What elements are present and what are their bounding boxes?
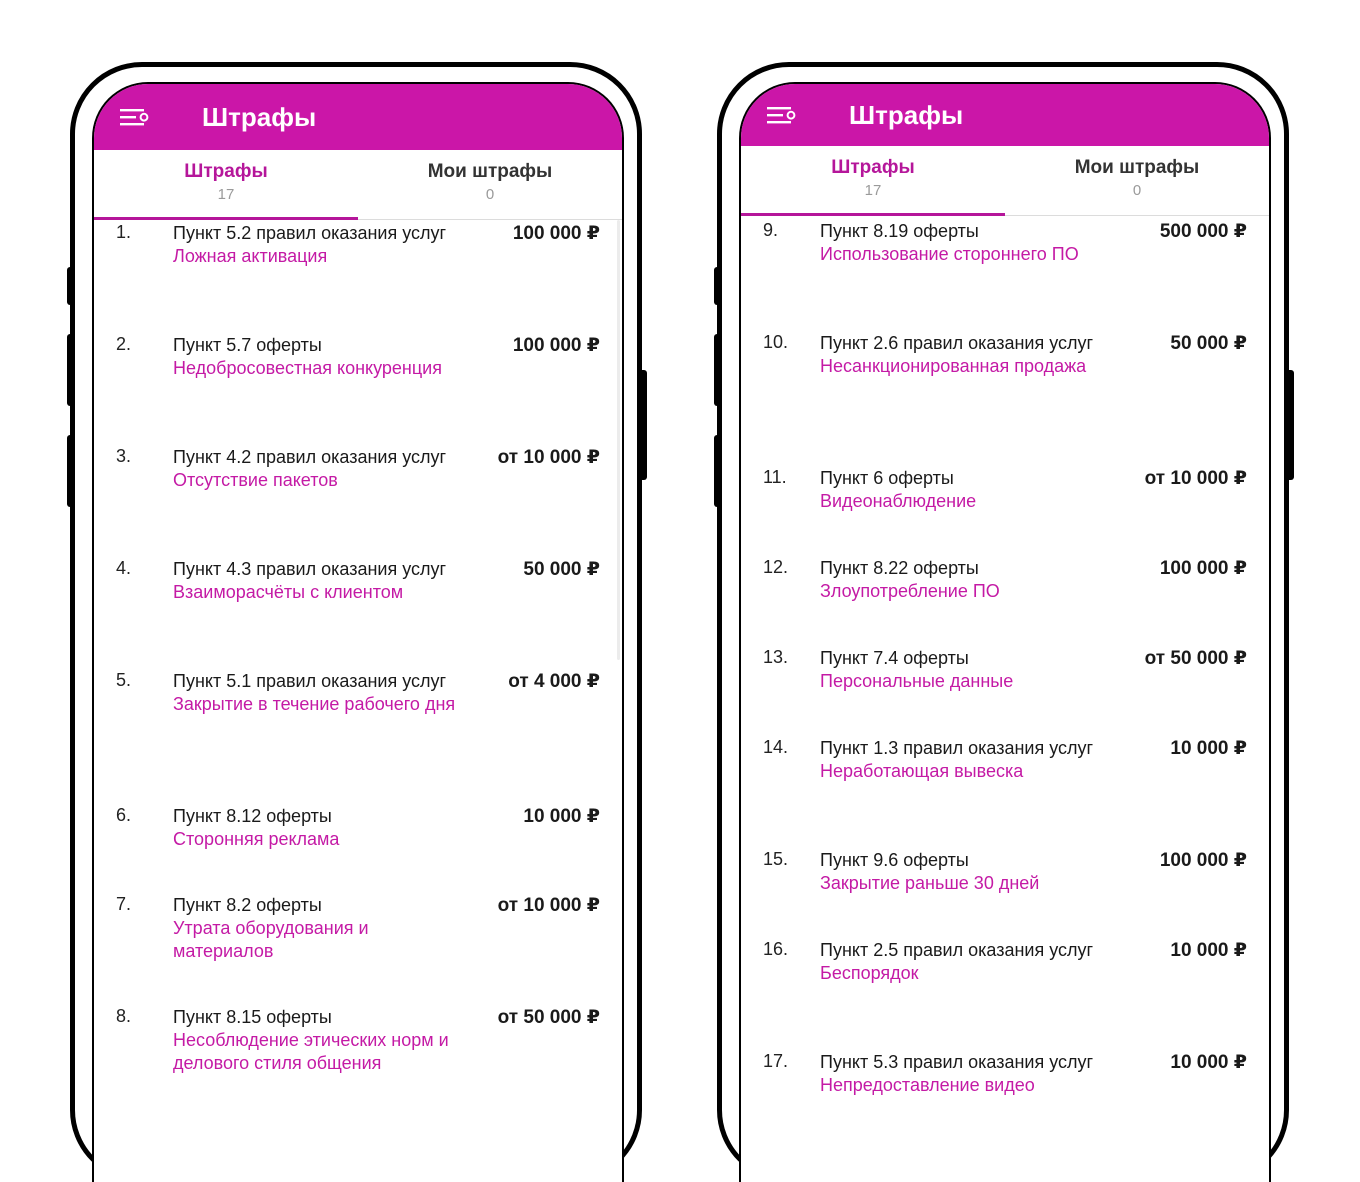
fine-reason: Использование стороннего ПО (820, 244, 1079, 264)
fine-number: 7. (116, 894, 132, 914)
fine-reason: Утрата оборудования и материалов (173, 918, 369, 961)
fine-reason: Непредоставление видео (820, 1075, 1035, 1095)
fine-reason: Ложная активация (173, 246, 328, 266)
fine-rule: Пункт 4.2 правил оказания услуг (173, 447, 447, 467)
fine-rule: Пункт 5.7 оферты (173, 335, 322, 355)
menu-icon[interactable] (767, 104, 797, 126)
fine-number: 9. (763, 220, 779, 240)
tab-my-fines[interactable] (1005, 146, 1269, 215)
fine-amount: 100 000 ₽ (512, 223, 600, 244)
fine-number: 4. (116, 558, 132, 578)
fine-amount: 50 000 ₽ (1170, 333, 1247, 354)
tab-my-fines-count: 0 (1132, 182, 1142, 199)
fine-reason: Отсутствие пакетов (173, 470, 338, 490)
fine-amount: от 10 000 ₽ (1144, 468, 1247, 489)
tab-bar (741, 146, 1269, 216)
fine-number: 17. (763, 1051, 789, 1071)
fine-reason: Персональные данные (820, 671, 1014, 691)
tab-my-fines-label: Мои штрафы (427, 161, 553, 182)
fine-reason: Видеонаблюдение (820, 491, 977, 511)
fine-reason: Неработающая вывеска (820, 761, 1024, 781)
fine-amount: от 4 000 ₽ (508, 671, 600, 692)
fine-reason: Закрытие в течение рабочего дня (173, 694, 456, 714)
menu-icon[interactable] (120, 106, 150, 128)
fine-reason: Беспорядок (820, 963, 919, 983)
tab-fines-label: Штрафы (831, 157, 915, 178)
fine-rule: Пункт 2.6 правил оказания услуг (820, 333, 1094, 353)
fine-rule: Пункт 6 оферты (820, 468, 954, 488)
fine-number: 2. (116, 334, 132, 354)
fine-number: 6. (116, 805, 132, 825)
tab-my-fines-label: Мои штрафы (1074, 157, 1200, 178)
fine-amount: 100 000 ₽ (1159, 850, 1247, 871)
fine-number: 1. (116, 222, 132, 242)
tab-fines-count: 17 (864, 182, 882, 199)
fine-amount: 10 000 ₽ (1170, 1052, 1247, 1073)
tab-my-fines[interactable] (358, 150, 622, 219)
fine-amount: 10 000 ₽ (1170, 940, 1247, 961)
fine-number: 12. (763, 557, 789, 577)
page-title: Штрафы (849, 99, 964, 130)
fine-rule: Пункт 5.2 правил оказания услуг (173, 223, 447, 243)
fine-amount: 100 000 ₽ (1159, 558, 1247, 579)
fine-number: 5. (116, 670, 132, 690)
tab-fines[interactable] (94, 150, 358, 219)
phone-right (717, 62, 1289, 1182)
fine-reason: Взаиморасчёты с клиентом (173, 582, 404, 602)
fine-reason: Сторонняя реклама (173, 829, 340, 849)
fine-number: 10. (763, 332, 789, 352)
tab-my-fines-count: 0 (485, 186, 495, 203)
fine-rule: Пункт 1.3 правил оказания услуг (820, 738, 1094, 758)
fine-amount: от 50 000 ₽ (497, 1007, 600, 1028)
fine-rule: Пункт 7.4 оферты (820, 648, 969, 668)
tab-bar (94, 150, 622, 220)
app-bar (94, 84, 622, 150)
fine-number: 8. (116, 1006, 132, 1026)
fine-amount: 50 000 ₽ (523, 559, 600, 580)
fine-number: 13. (763, 647, 789, 667)
fine-reason: Недобросовестная конкуренция (173, 358, 442, 378)
fine-amount: 10 000 ₽ (1170, 738, 1247, 759)
fine-amount: от 10 000 ₽ (497, 447, 600, 468)
fine-rule: Пункт 8.15 оферты (173, 1007, 332, 1027)
fine-amount: от 50 000 ₽ (1144, 648, 1247, 669)
fine-rule: Пункт 5.1 правил оказания услуг (173, 671, 447, 691)
tab-fines-count: 17 (217, 186, 235, 203)
page-title: Штрафы (202, 101, 317, 132)
fine-number: 16. (763, 939, 789, 959)
phone-screen (92, 82, 624, 1182)
phone-screen (739, 82, 1271, 1182)
phone-left (70, 62, 642, 1182)
fine-rule: Пункт 8.22 оферты (820, 558, 979, 578)
scrollbar[interactable] (617, 220, 620, 660)
app-bar (741, 84, 1269, 146)
tab-fines[interactable] (741, 146, 1005, 215)
fine-rule: Пункт 8.2 оферты (173, 895, 322, 915)
fine-number: 3. (116, 446, 132, 466)
fine-rule: Пункт 9.6 оферты (820, 850, 969, 870)
fine-reason: Несоблюдение этических норм и делового стиля общения (173, 1030, 449, 1073)
fine-number: 15. (763, 849, 789, 869)
fine-amount: 10 000 ₽ (523, 806, 600, 827)
fine-rule: Пункт 5.3 правил оказания услуг (820, 1052, 1094, 1072)
fine-rule: Пункт 2.5 правил оказания услуг (820, 940, 1094, 960)
fine-reason: Злоупотребление ПО (820, 581, 1000, 601)
fine-amount: от 10 000 ₽ (497, 895, 600, 916)
fine-amount: 500 000 ₽ (1159, 221, 1247, 242)
fine-rule: Пункт 8.19 оферты (820, 221, 979, 241)
fine-number: 11. (763, 467, 787, 487)
fine-reason: Закрытие раньше 30 дней (820, 873, 1040, 893)
fine-reason: Несанкционированная продажа (820, 356, 1087, 376)
fine-rule: Пункт 4.3 правил оказания услуг (173, 559, 447, 579)
fine-rule: Пункт 8.12 оферты (173, 806, 332, 826)
fine-amount: 100 000 ₽ (512, 335, 600, 356)
fine-number: 14. (763, 737, 789, 757)
tab-fines-label: Штрафы (184, 161, 268, 182)
